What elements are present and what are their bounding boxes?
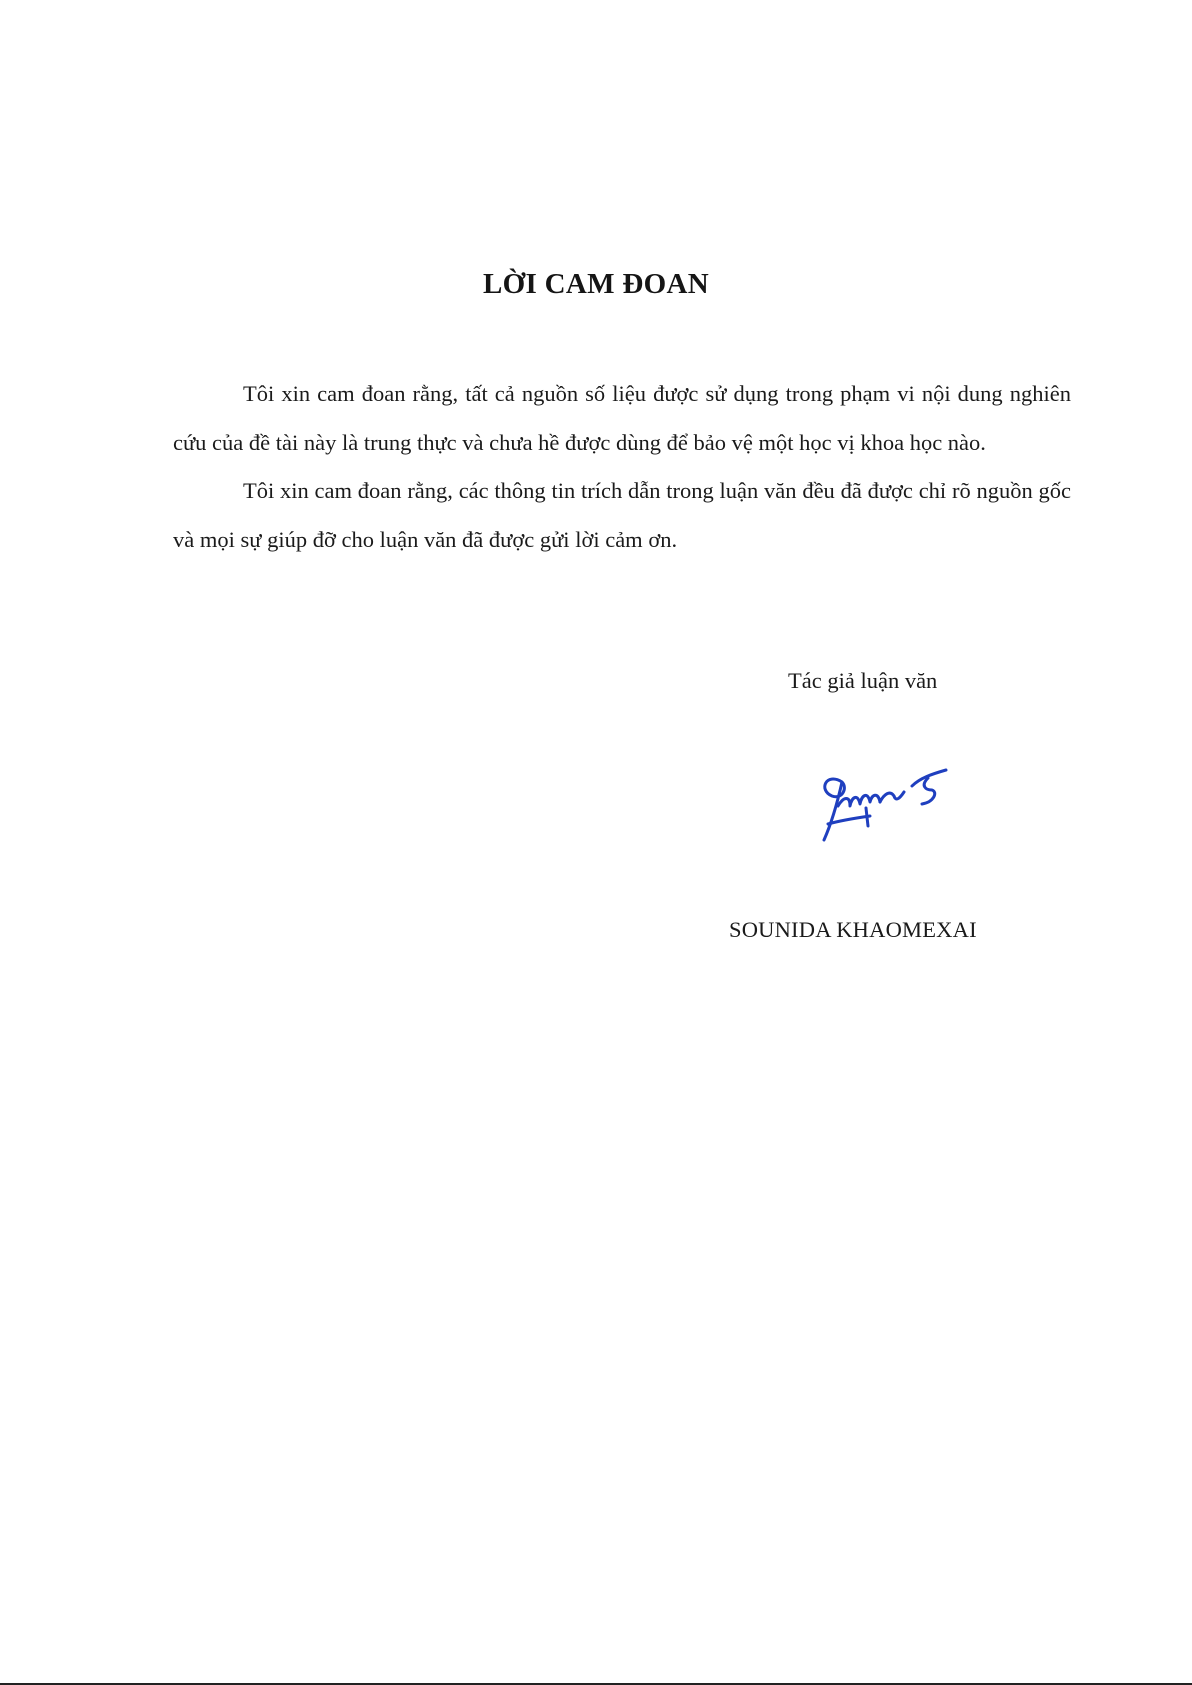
author-name: SOUNIDA KHAOMEXAI [729, 917, 977, 942]
paragraph: Tôi xin cam đoan rằng, các thông tin trích dẫn trong luận văn đều đã được chỉ rõ nguồn gốc và mọi sự giúp đỡ cho luận văn đã được gửi lời cảm ơn. [173, 478, 1071, 552]
page-title: LỜI CAM ĐOAN [483, 268, 709, 300]
paragraph: Tôi xin cam đoan rằng, tất cả nguồn số liệu được sử dụng trong phạm vi nội dung nghiên cứu của đề tài này là trung thực và chưa hề được dùng để bảo vệ một học vị khoa học nào. [173, 381, 1071, 455]
signature-image [808, 760, 968, 850]
declaration-body [173, 370, 1071, 564]
author-label: Tác giả luận văn [788, 668, 938, 693]
